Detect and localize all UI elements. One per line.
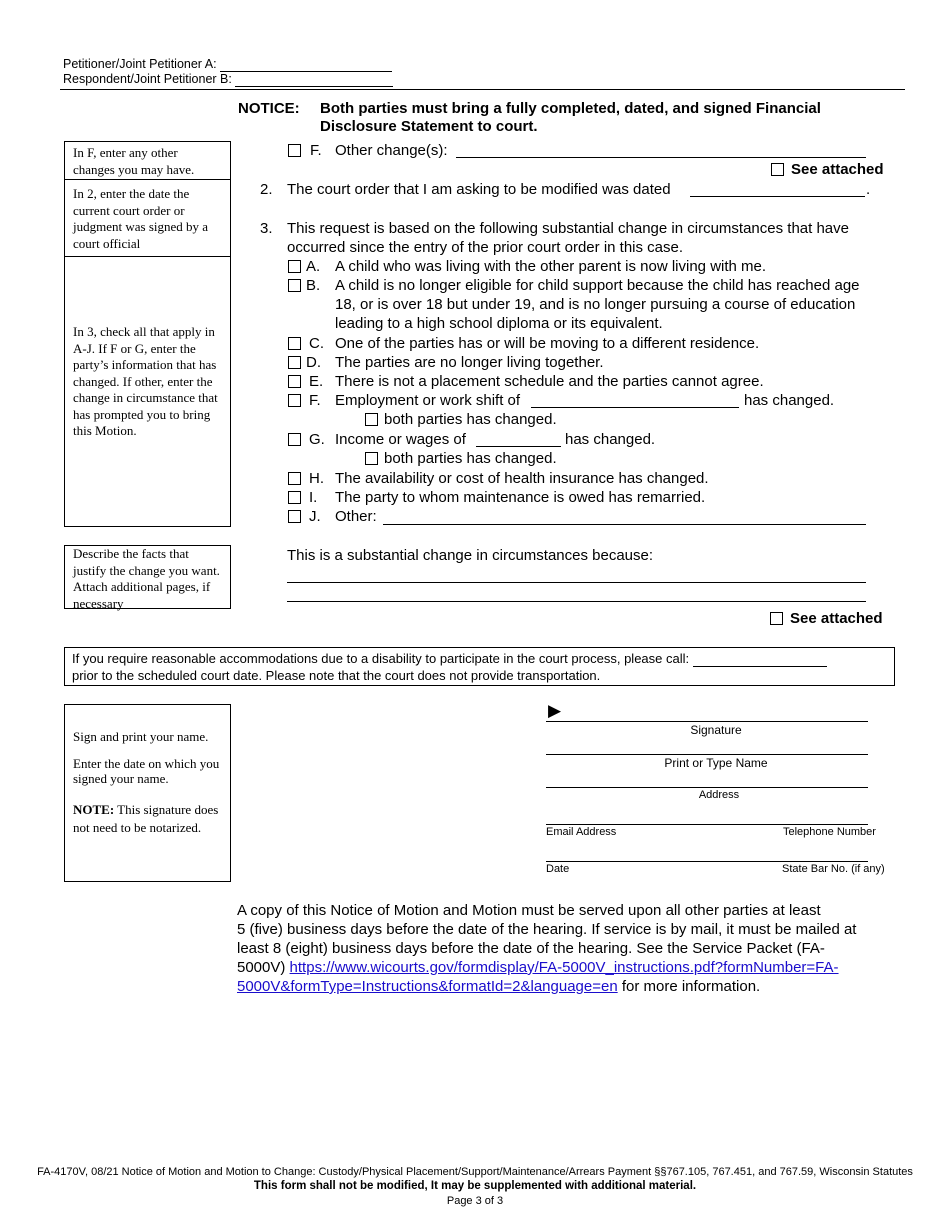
option-h-checkbox[interactable] <box>288 472 301 485</box>
option-f-both-text: both parties has changed. <box>384 411 557 428</box>
respondent-row <box>63 72 393 87</box>
item2-period: . <box>866 181 871 198</box>
sidebar-box-check-all <box>64 256 231 527</box>
option-i-text: The party to whom maintenance is owed has remarried. <box>335 489 706 506</box>
option-g-suffix: has changed. <box>565 431 656 448</box>
sidebar-box-court-order-date <box>64 179 231 257</box>
service-line-2: 5 (five) business days before the date of the hearing. If service is by mail, it must be mailed at <box>237 921 857 938</box>
service-suffix: for more information. <box>617 978 761 995</box>
service-packet-link-part-2[interactable]: 5000V&formType=Instructions&formatId=2&language=en <box>237 978 618 995</box>
signature-label: Signature <box>690 723 742 737</box>
option-a-letter: A. <box>306 258 321 275</box>
service-line-4 <box>237 958 856 977</box>
option-g-checkbox[interactable] <box>288 433 301 446</box>
other-changes-checkbox[interactable] <box>288 144 301 157</box>
item2-number: 2. <box>260 181 273 198</box>
notice-label: NOTICE: <box>238 100 300 117</box>
sidebar-box-sign <box>64 704 231 882</box>
option-e-text: There is not a placement schedule and the parties cannot agree. <box>335 373 764 390</box>
sign-instruction-2: Enter the date on which you signed your name. <box>73 756 220 786</box>
phone-label: Telephone Number <box>783 826 876 838</box>
sidebar-box-other-changes <box>64 141 231 180</box>
item3-line1: This request is based on the following substantial change in circumstances that have <box>287 220 849 237</box>
option-h-text: The availability or cost of health insurance has changed. <box>335 470 709 487</box>
option-j-letter: J. <box>309 508 321 525</box>
option-f-text: Employment or work shift of <box>335 392 521 409</box>
item3-number: 3. <box>260 220 273 237</box>
option-b-letter: B. <box>306 277 321 294</box>
see-attached-checkbox-2[interactable] <box>770 612 783 625</box>
option-e-letter: E. <box>309 373 324 390</box>
other-changes-label: Other change(s): <box>335 142 448 159</box>
service-line-4-prefix: 5000V) <box>237 959 290 976</box>
option-i-letter: I. <box>309 489 318 506</box>
option-a-text: A child who was living with the other parent is now living with me. <box>335 258 767 275</box>
accommodation-box <box>64 647 895 686</box>
footer-form-id: FA-4170V, 08/21 Notice of Motion and Motion to Change: Custody/Physical Placement/Support/Maintenance/Arrears Payment §§767.105, 767.451, and 767.59, Wisconsin Statutes <box>37 1166 913 1178</box>
print-name-field[interactable] <box>546 754 868 755</box>
option-h-letter: H. <box>309 470 324 487</box>
respondent-label: Respondent/Joint Petitioner B: <box>63 72 232 86</box>
header-divider <box>60 89 905 90</box>
court-order-date-field[interactable] <box>690 196 865 197</box>
respondent-field[interactable] <box>235 86 393 87</box>
sidebar-text-4: Describe the facts that justify the change you want. Attach additional pages, if necessary <box>73 546 220 611</box>
see-attached-checkbox-1[interactable] <box>771 163 784 176</box>
option-b-line1: A child is no longer eligible for child support because the child has reached age <box>335 277 860 294</box>
option-f-both-checkbox[interactable] <box>365 413 378 426</box>
footer-page-number: Page 3 of 3 <box>446 1195 504 1207</box>
service-paragraph <box>237 901 856 996</box>
other-changes-field[interactable] <box>456 157 866 158</box>
address-field[interactable] <box>546 787 868 788</box>
accommodation-line-1 <box>72 650 827 667</box>
option-d-letter: D. <box>306 354 321 371</box>
sign-note-label: NOTE: <box>73 802 115 817</box>
service-line-5 <box>237 977 856 996</box>
signature-arrow-icon: ▶ <box>548 701 562 720</box>
option-g-both-checkbox[interactable] <box>365 452 378 465</box>
option-g-text: Income or wages of <box>335 431 466 448</box>
option-g-party-field[interactable] <box>476 446 561 447</box>
petitioner-row <box>63 57 392 72</box>
option-b-line2: 18, or is over 18 but under 19, and is no longer pursuing a course of education <box>335 296 856 313</box>
petitioner-label: Petitioner/Joint Petitioner A: <box>63 57 217 71</box>
option-c-checkbox[interactable] <box>288 337 301 350</box>
email-label: Email Address <box>546 826 617 838</box>
sidebar-text-1: In F, enter any other changes you may have. <box>73 145 195 177</box>
option-b-checkbox[interactable] <box>288 279 301 292</box>
option-g-letter: G. <box>309 431 325 448</box>
option-f-checkbox[interactable] <box>288 394 301 407</box>
bar-number-label: State Bar No. (if any) <box>782 863 885 875</box>
option-j-checkbox[interactable] <box>288 510 301 523</box>
footer-notice: This form shall not be modified, It may be supplemented with additional material. <box>253 1180 697 1192</box>
notice-text-1: Both parties must bring a fully completed, dated, and signed Financial <box>320 100 821 117</box>
sidebar-text-3: In 3, check all that apply in A-J. If F or G, enter the party’s information that has changed. If other, enter the change in circumstance that has prompted you to bring this Motion. <box>73 324 218 438</box>
other-changes-letter: F. <box>310 142 322 159</box>
option-c-letter: C. <box>309 335 324 352</box>
option-f-suffix: has changed. <box>744 392 835 409</box>
option-c-text: One of the parties has or will be moving to a different residence. <box>335 335 760 352</box>
option-j-text: Other: <box>335 508 377 525</box>
because-field-line-1[interactable] <box>287 582 866 583</box>
email-phone-field[interactable] <box>546 824 868 825</box>
address-label: Address <box>698 789 740 801</box>
date-label: Date <box>546 863 570 875</box>
see-attached-label-2: See attached <box>790 610 883 627</box>
item2-text: The court order that I am asking to be modified was dated <box>287 181 671 198</box>
sign-instruction-1: Sign and print your name. <box>73 729 209 744</box>
option-a-checkbox[interactable] <box>288 260 301 273</box>
sign-note-text: This signature does not need to be notarized. <box>73 802 219 835</box>
option-i-checkbox[interactable] <box>288 491 301 504</box>
sidebar-text-2: In 2, enter the date the current court order or judgment was signed by a court official <box>73 186 209 251</box>
option-j-other-field[interactable] <box>383 524 866 525</box>
date-bar-field[interactable] <box>546 861 868 862</box>
accommodation-line-2: prior to the scheduled court date. Please note that the court does not provide transportation. <box>72 668 601 683</box>
service-line-1: A copy of this Notice of Motion and Motion must be served upon all other parties at least <box>237 902 821 919</box>
accommodation-text-1: If you require reasonable accommodations due to a disability to participate in the court process, please call: <box>72 651 690 666</box>
option-f-party-field[interactable] <box>531 407 739 408</box>
sign-note <box>73 801 222 837</box>
notice-text-2: Disclosure Statement to court. <box>320 118 538 135</box>
option-d-checkbox[interactable] <box>288 356 301 369</box>
signature-field[interactable] <box>546 721 868 722</box>
because-field-line-2[interactable] <box>287 601 866 602</box>
print-name-label: Print or Type Name <box>664 756 768 770</box>
service-packet-link-part-1[interactable]: https://www.wicourts.gov/formdisplay/FA-5000V_instructions.pdf?formNumber=FA- <box>289 959 839 976</box>
option-e-checkbox[interactable] <box>288 375 301 388</box>
because-label: This is a substantial change in circumstances because: <box>287 547 654 564</box>
option-b-line3: leading to a high school diploma or its equivalent. <box>335 315 663 332</box>
accommodation-phone-field[interactable] <box>693 654 827 667</box>
service-line-3: least 8 (eight) business days before the date of the hearing. See the Service Packet (FA- <box>237 940 825 957</box>
sidebar-box-describe-facts <box>64 545 231 609</box>
option-d-text: The parties are no longer living together. <box>335 354 604 371</box>
item3-line2: occurred since the entry of the prior court order in this case. <box>287 239 684 256</box>
option-f-letter: F. <box>309 392 321 409</box>
see-attached-label-1: See attached <box>791 161 884 178</box>
option-g-both-text: both parties has changed. <box>384 450 557 467</box>
